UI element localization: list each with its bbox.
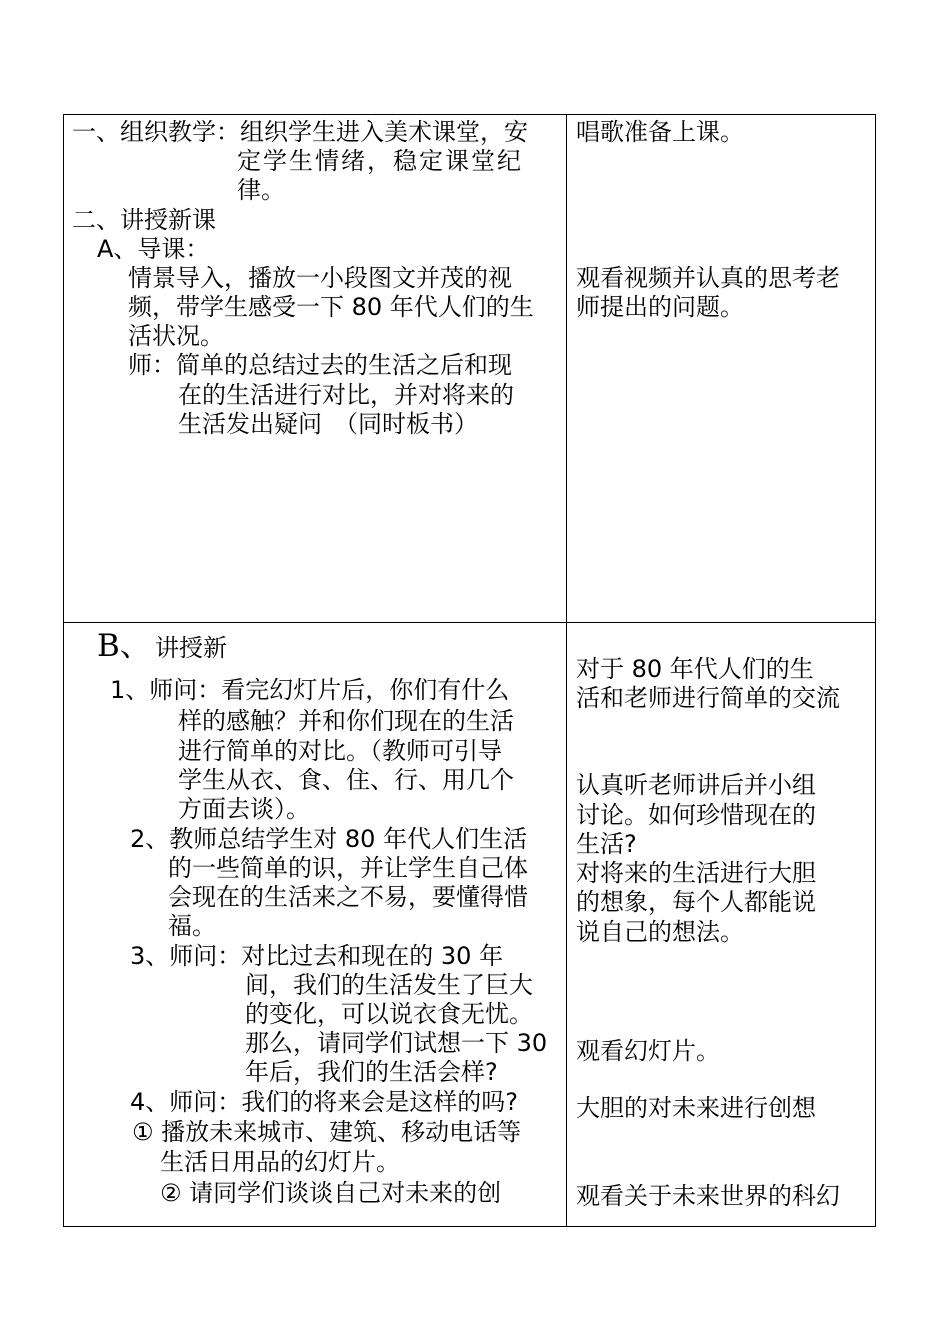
q2-line-2: 的一些简单的识，并让学生自己体 [168, 854, 528, 882]
c1-line-2: 生活日用品的幻灯片。 [160, 1148, 400, 1176]
left-top-line-1: 一、组织教学：组织学生进入美术课堂，安 [72, 118, 528, 146]
q4-line-1: 4、师问：我们的将来会是这样的吗? [130, 1088, 519, 1116]
answer-6: 观看关于未来世界的科幻 [576, 1182, 840, 1210]
q3-line-3: 的变化，可以说衣食无忧。 [245, 1000, 533, 1028]
answer-3-line-2: 的想象，每个人都能说 [576, 888, 816, 916]
q3-line-1: 3、师问：对比过去和现在的 30 年 [130, 942, 504, 970]
q1-line-4: 学生从衣、食、住、行、用几个 [178, 766, 514, 794]
q1-line-2: 样的感触？并和你们现在的生活 [178, 707, 514, 735]
q1-line-1: 1、师问：看完幻灯片后，你们有什么 [110, 676, 510, 704]
q3-line-2: 间，我们的生活发生了巨大 [245, 971, 533, 999]
c2-line-1: ② 请同学们谈谈自己对未来的创 [160, 1179, 502, 1207]
q2-line-3: 会现在的生活来之不易，要懂得惜 [168, 883, 528, 911]
answer-4: 观看幻灯片。 [576, 1037, 720, 1065]
section-b-letter: B、 [97, 628, 151, 664]
left-top-line-6: 情景导入，播放一小段图文并茂的视 [128, 264, 512, 292]
left-top-line-3: 律。 [237, 176, 285, 204]
right-top-line-3: 师提出的问题。 [576, 293, 744, 321]
row-divider [63, 622, 876, 623]
answer-2-line-1: 认真听老师讲后并小组 [576, 771, 816, 799]
answer-3-line-1: 对将来的生活进行大胆 [576, 859, 816, 887]
q2-line-4: 福。 [168, 912, 216, 940]
left-top-line-2: 定学生情绪，稳定课堂纪 [237, 147, 523, 175]
q1-line-5: 方面去谈）。 [178, 795, 310, 823]
answer-2-line-3: 生活? [576, 830, 637, 858]
left-top-line-8: 活状况。 [128, 322, 224, 350]
section-b-title: 讲授新 [155, 634, 227, 662]
q1-line-3: 进行简单的对比。（教师可引导 [178, 737, 502, 765]
q3-line-5: 年后，我们的生活会样? [245, 1058, 498, 1086]
left-top-line-11: 生活发出疑问 （同时板书） [178, 410, 478, 438]
answer-3-line-3: 说自己的想法。 [576, 918, 744, 946]
right-top-line-1: 唱歌准备上课。 [576, 118, 744, 146]
column-divider [566, 114, 567, 1227]
answer-1-line-2: 活和老师进行简单的交流 [576, 684, 840, 712]
c1-line-1: ① 播放未来城市、建筑、移动电话等 [132, 1118, 522, 1146]
q3-line-4: 那么，请同学们试想一下 30 [245, 1029, 548, 1057]
answer-1-line-1: 对于 80 年代人们的生 [576, 655, 814, 683]
left-top-line-10: 在的生活进行对比，并对将来的 [178, 381, 514, 409]
answer-2-line-2: 讨论。如何珍惜现在的 [576, 801, 816, 829]
left-top-line-9: 师：简单的总结过去的生活之后和现 [128, 351, 512, 379]
left-top-line-7: 频，带学生感受一下 80 年代人们的生 [128, 293, 534, 321]
answer-5: 大胆的对未来进行创想 [576, 1094, 816, 1122]
right-top-line-2: 观看视频并认真的思考老 [576, 264, 840, 292]
left-top-line-4: 二、讲授新课 [72, 206, 216, 234]
left-top-line-5: A、导课： [97, 235, 210, 263]
q2-line-1: 2、教师总结学生对 80 年代人们生活 [130, 825, 528, 853]
